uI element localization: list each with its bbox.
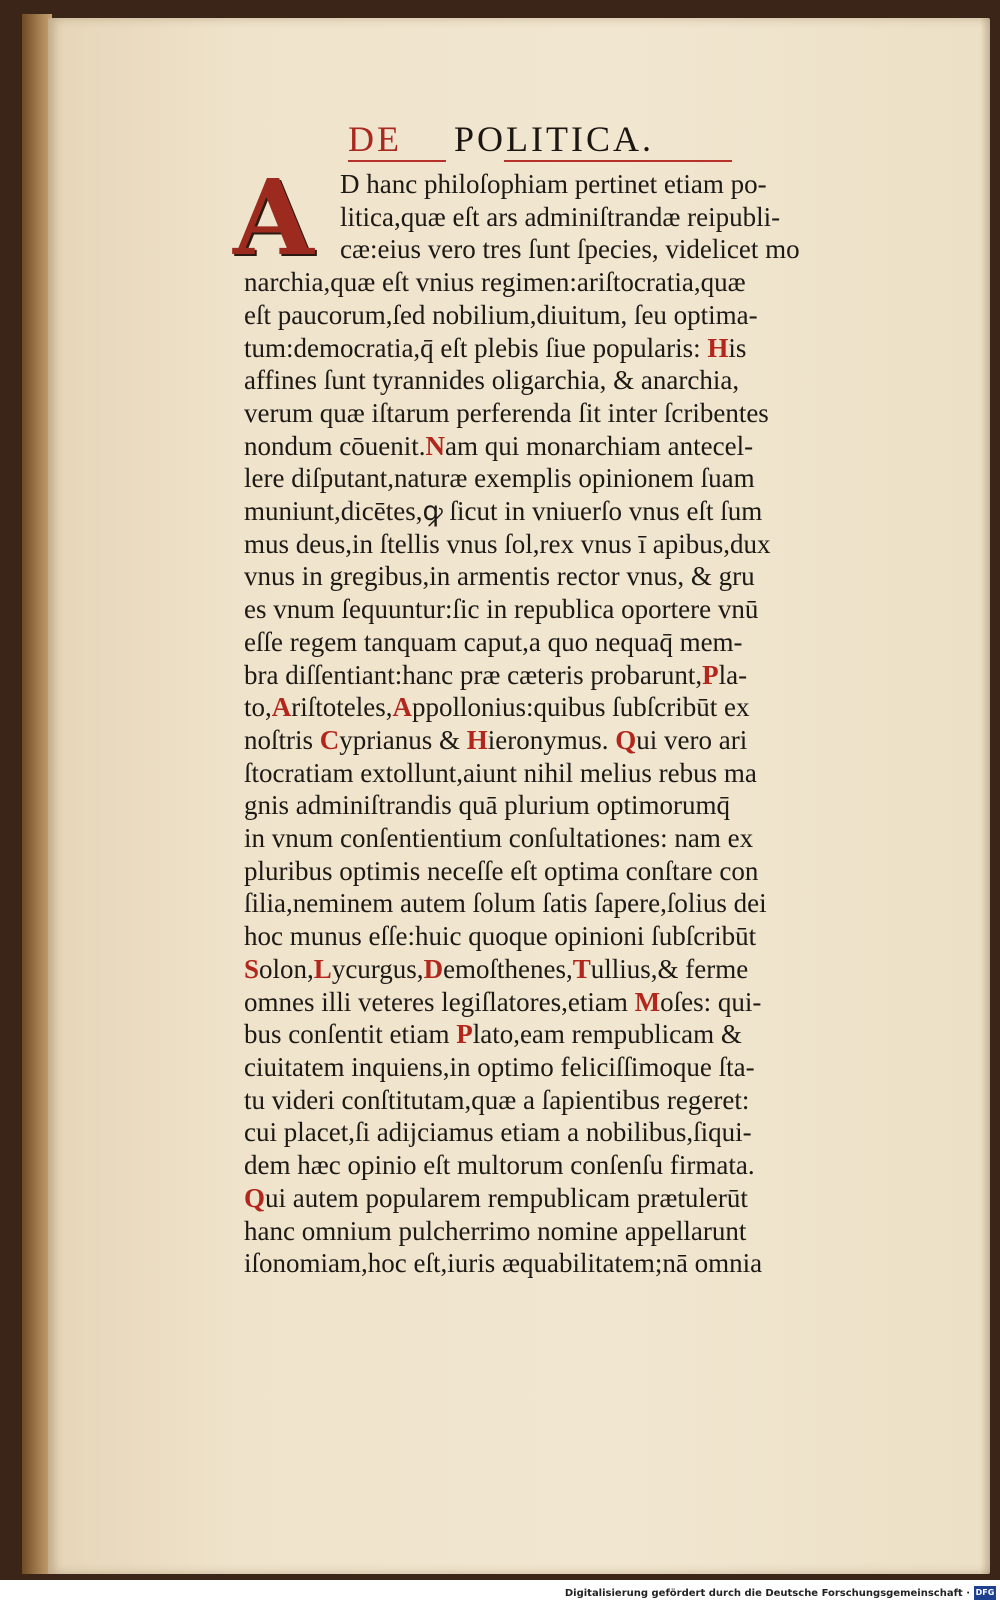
footer-credit: Digitalisierung gefördert durch die Deutsche Forschungsgemeinschaft · (564, 1588, 970, 1599)
text-line: bus conſentit etiam Plato,eam rempublicam & (244, 1019, 742, 1050)
drop-capital: A (233, 156, 314, 279)
text-line: lere diſputant,naturæ exemplis opinionem ſuam (244, 463, 755, 494)
text-line: pluribus optimis neceſſe eſt optima conſtare con (244, 855, 759, 886)
text-line: Solon,Lycurgus,Demoſthenes,Tullius,& ferme (244, 953, 749, 984)
page-shadow-edge (980, 18, 990, 1574)
text-line: vnus in gregibus,in armentis rector vnus, & gru (244, 561, 755, 592)
text-line: iſonomiam,hoc eſt,iuris æquabilitatem;nā omnia (244, 1248, 763, 1279)
text-line: verum quæ iſtarum perferenda ſit inter ſcribentes (244, 397, 769, 428)
dfg-logo: DFG (974, 1586, 996, 1600)
text-line: dem hæc opinio eſt multorum conſenſu firmata. (244, 1150, 755, 1181)
text-line: bra diſſentiant:hanc præ cæteris probarunt,Pla- (244, 659, 748, 690)
text-line: litica,quæ eſt ars adminiſtrandæ reipubli- (340, 201, 781, 232)
text-line: narchia,quæ eſt vnius regimen:ariſtocratia,quæ (244, 267, 746, 298)
text-line: mus deus,in ſtellis vnus ſol,rex vnus ī apibus,dux (244, 528, 771, 559)
text-line: tum:democratia,q̄ eſt plebis ſiue popularis: His (244, 332, 747, 363)
heading-word-1: DE (348, 119, 402, 159)
text-line: hoc munus eſſe:huic quoque opinioni ſubſcribūt (244, 921, 757, 952)
text-line: to,Ariſtoteles,Appollonius:quibus ſubſcribūt ex (244, 692, 750, 723)
text-line: muniunt,dicētes,ꝙ ſicut in vniuerſo vnus eſt ſum (244, 496, 763, 527)
text-line: Qui autem popularem rempublicam prætulerūt (244, 1182, 748, 1213)
text-line: hanc omnium pulcherrimo nomine appellarunt (244, 1215, 747, 1246)
text-line: ſtocratiam extollunt,aiunt nihil melius rebus ma (244, 757, 757, 788)
text-line: nondum cōuenit.Nam qui monarchiam antecel- (244, 430, 754, 461)
text-line: noſtris Cyprianus & Hieronymus. Qui vero ari (244, 724, 748, 755)
text-line: cui placet,ſi adijciamus etiam a nobilibus,ſiqui- (244, 1117, 752, 1148)
text-line: eſt paucorum,ſed nobilium,diuitum, ſeu optima- (244, 299, 758, 330)
text-line: ſilia,neminem autem ſolum ſatis ſapere,ſolius dei (244, 888, 767, 919)
text-line: omnes illi veteres legiſlatores,etiam Moſes: qui- (244, 986, 762, 1017)
heading-word-2: POLITICA. (454, 119, 654, 159)
body-text (244, 168, 904, 1280)
heading-underline-1 (348, 160, 446, 162)
text-line: ciuitatem inquiens,in optimo feliciſſimoque ſta- (244, 1051, 755, 1082)
text-line: affines ſunt tyrannides oligarchia, & anarchia, (244, 365, 740, 396)
text-line: tu videri conſtitutam,quæ a ſapientibus regeret: (244, 1084, 750, 1115)
text-line: es vnum ſequuntur:ſic in republica oportere vnū (244, 594, 759, 625)
page-heading (348, 118, 808, 160)
text-line: cæ:eius vero tres ſunt ſpecies, videlicet mo (340, 234, 800, 265)
text-line: gnis adminiſtrandis quā plurium optimorumq̄ (244, 790, 730, 821)
text-line: eſſe regem tanquam caput,a quo nequaq̄ mem- (244, 626, 743, 657)
heading-underline-2 (504, 160, 732, 162)
text-line: in vnum conſentientium conſultationes: nam ex (244, 823, 754, 854)
text-line: D hanc philoſophiam pertinet etiam po- (340, 169, 767, 199)
